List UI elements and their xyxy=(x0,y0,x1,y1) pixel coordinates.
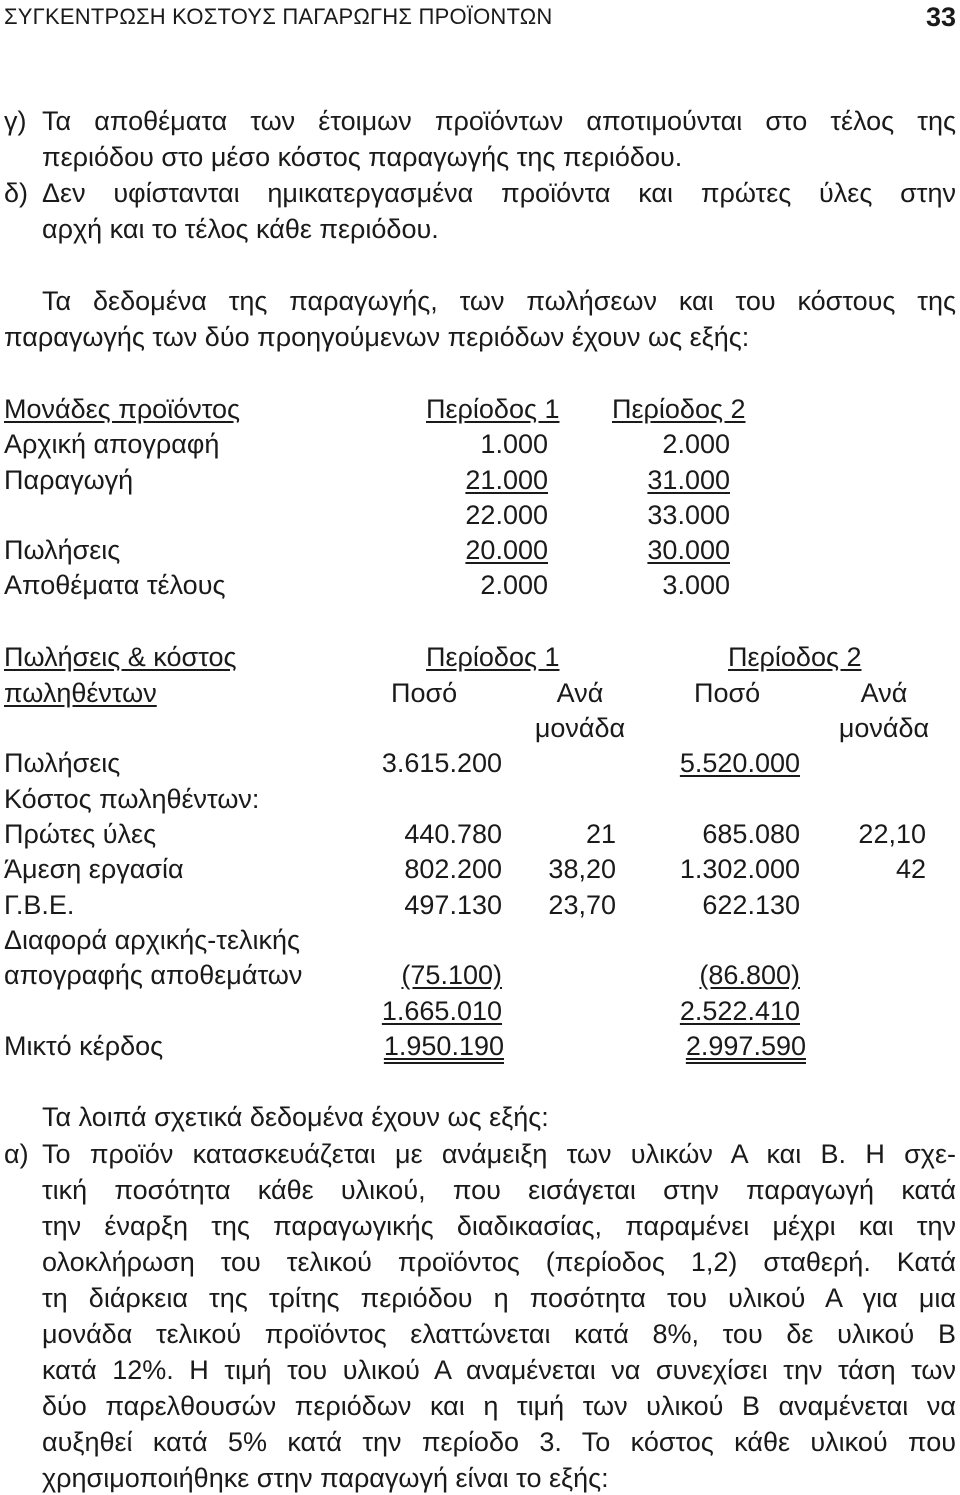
units-row-p2 xyxy=(580,535,730,566)
sales-row-amount2-value: 2.522.410 xyxy=(679,996,800,1026)
units-row-p2 xyxy=(580,465,730,496)
sales-row-amount2-value: (86.800) xyxy=(699,960,800,990)
units-row-p1-value: 21.000 xyxy=(465,465,548,495)
intro-paragraph-line2: παραγωγής των δύο προηγούμενων περιόδων έχουν ως εξής: xyxy=(4,322,750,352)
sales-row-amount1 xyxy=(340,960,502,991)
sales-row-unit1: 38,20 xyxy=(548,854,616,884)
sales-header-period2: Περίοδος 2 xyxy=(728,642,862,672)
item-a-line: αυξηθεί κατά 5% κατά την περίοδο 3. Το κόστος κάθε υλικού που xyxy=(42,1427,956,1457)
sales-row-amount1: 802.200 xyxy=(404,854,502,884)
sales-header-line2: πωληθέντων xyxy=(4,678,157,708)
sales-row-label: Διαφορά αρχικής-τελικής xyxy=(4,925,301,955)
sales-row-amount1-value: (75.100) xyxy=(401,960,502,990)
item-g-line1: Τα αποθέματα των έτοιμων προϊόντων αποτιμούνται στο τέλος της xyxy=(42,106,956,136)
units-row-p2: 33.000 xyxy=(647,500,730,530)
units-header-period2: Περίοδος 2 xyxy=(612,394,746,424)
sales-header-per-unit1: Ανά xyxy=(556,678,604,708)
sales-row-unit2: 22,10 xyxy=(858,819,926,849)
sales-row-amount2 xyxy=(640,1031,806,1062)
sales-row-unit2: 42 xyxy=(895,854,926,884)
sales-row-amount2 xyxy=(640,960,800,991)
units-row-p1-value: 20.000 xyxy=(465,535,548,565)
sales-row-amount2 xyxy=(640,748,800,779)
sales-header-per-unit2-line2: μονάδα xyxy=(838,713,930,743)
sales-row-amount1: 440.780 xyxy=(404,819,502,849)
sales-row-label: Πωλήσεις xyxy=(4,748,121,778)
units-row-p1 xyxy=(400,465,548,496)
units-row-p1: 1.000 xyxy=(480,429,548,459)
sales-header-line1: Πωλήσεις & κόστος xyxy=(4,642,237,672)
page-number: 33 xyxy=(925,2,956,32)
sales-row-amount2-value: 2.997.590 xyxy=(685,1031,806,1061)
closing-intro: Τα λοιπά σχετικά δεδομένα έχουν ως εξής: xyxy=(42,1102,549,1132)
item-d-label: δ) xyxy=(4,178,29,208)
sales-row-amount1: 3.615.200 xyxy=(381,748,502,778)
item-a-line: κατά 12%. Η τιμή του υλικού Α αναμένεται να συνεχίσει την τάση των xyxy=(42,1355,956,1385)
sales-row-amount2 xyxy=(640,996,800,1027)
sales-row-label: Γ.Β.Ε. xyxy=(4,890,75,920)
sales-row-unit1: 21 xyxy=(585,819,616,849)
sales-row-amount2: 622.130 xyxy=(702,890,800,920)
sales-row-unit1: 23,70 xyxy=(548,890,616,920)
item-a-line: την έναρξη της παραγωγικής διαδικασίας, παραμένει μέχρι και την xyxy=(42,1211,956,1241)
units-row-label: Αποθέματα τέλους xyxy=(4,570,226,600)
item-a-line: δύο παρελθουσών περιόδων και η τιμή των υλικού Β αναμένεται να xyxy=(42,1391,956,1421)
units-row-p1: 22.000 xyxy=(465,500,548,530)
units-row-p2: 2.000 xyxy=(662,429,730,459)
item-g-label: γ) xyxy=(4,106,27,136)
units-row-p2-value: 31.000 xyxy=(647,465,730,495)
item-a-line: τη διάρκεια της τρίτης περιόδου η ποσότητα του υλικού Α για μια xyxy=(42,1283,956,1313)
units-row-p2-value: 30.000 xyxy=(647,535,730,565)
sales-header-amount1: Ποσό xyxy=(391,678,458,708)
running-header-title: ΣΥΓΚΕΝΤΡΩΣΗ ΚΟΣΤΟΥΣ ΠΑΓΑΡΩΓΗΣ ΠΡΟΪΟΝΤΩΝ xyxy=(4,4,553,29)
units-row-p2: 3.000 xyxy=(662,570,730,600)
sales-row-amount1-value: 1.665.010 xyxy=(381,996,502,1026)
item-a-line: Το προϊόν κατασκευάζεται με ανάμειξη των υλικών Α και Β. Η σχε- xyxy=(42,1139,956,1169)
sales-row-amount2-value: 5.520.000 xyxy=(679,748,800,778)
item-a-line: τική ποσότητα κάθε υλικού, που εισάγεται στην παραγωγή κατά xyxy=(42,1175,956,1205)
sales-row-amount1-value: 1.950.190 xyxy=(383,1031,504,1061)
item-g-line2: περιόδου στο μέσο κόστος παραγωγής της περιόδου. xyxy=(42,142,683,172)
sales-row-label: Κόστος πωληθέντων: xyxy=(4,784,260,814)
sales-row-amount1 xyxy=(340,1031,504,1062)
item-a-line: ολοκλήρωση του τελικού προϊόντος (περίοδος 1,2) σταθερή. Κατά xyxy=(42,1247,956,1277)
units-row-label: Παραγωγή xyxy=(4,465,134,495)
sales-row-label: απογραφής αποθεμάτων xyxy=(4,960,303,990)
sales-header-per-unit1-line2: μονάδα xyxy=(534,713,626,743)
sales-row-amount1 xyxy=(340,996,502,1027)
sales-row-amount2: 1.302.000 xyxy=(679,854,800,884)
units-row-label: Πωλήσεις xyxy=(4,535,121,565)
units-row-p1 xyxy=(400,535,548,566)
intro-paragraph-line1: Τα δεδομένα της παραγωγής, των πωλήσεων και του κόστους της xyxy=(42,286,956,316)
units-header-period1: Περίοδος 1 xyxy=(426,394,560,424)
units-row-label: Αρχική απογραφή xyxy=(4,429,220,459)
sales-row-label: Μικτό κέρδος xyxy=(4,1031,164,1061)
item-d-line1: Δεν υφίστανται ημικατεργασμένα προϊόντα και πρώτες ύλες στην xyxy=(42,178,956,208)
sales-header-per-unit2: Ανά xyxy=(860,678,908,708)
sales-header-amount2: Ποσό xyxy=(694,678,761,708)
sales-row-amount2: 685.080 xyxy=(702,819,800,849)
sales-row-label: Πρώτες ύλες xyxy=(4,819,157,849)
sales-row-label: Άμεση εργασία xyxy=(4,854,184,884)
item-a-line: χρησιμοποιήθηκε στην παραγωγή είναι το εξής: xyxy=(42,1463,609,1493)
sales-header-period1: Περίοδος 1 xyxy=(426,642,560,672)
units-row-p1: 2.000 xyxy=(480,570,548,600)
sales-row-amount1: 497.130 xyxy=(404,890,502,920)
item-d-line2: αρχή και το τέλος κάθε περιόδου. xyxy=(42,214,439,244)
item-a-label: α) xyxy=(4,1139,29,1169)
units-header-label: Μονάδες προϊόντος xyxy=(4,394,241,424)
item-a-line: μονάδα τελικού προϊόντος ελαττώνεται κατά 8%, του δε υλικού Β xyxy=(42,1319,956,1349)
